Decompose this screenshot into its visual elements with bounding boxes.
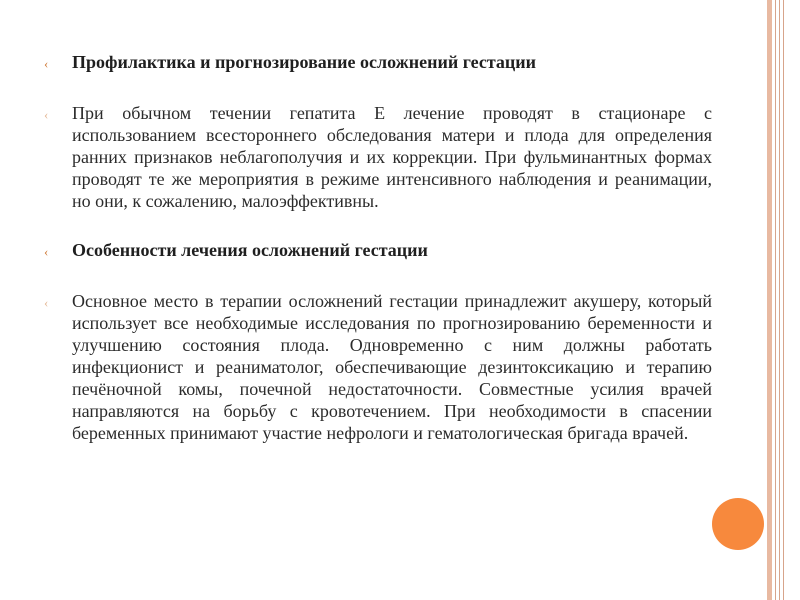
section-heading [44,51,712,75]
frame-border-line [783,0,784,600]
bullet-icon: ‹ [44,244,49,259]
paragraph [44,290,712,444]
heading-text: Профилактика и прогнозирование осложнений гестации [72,52,537,72]
paragraph-text: Основное место в терапии осложнений гестации принадлежит акушеру, который использует все необходимые исследования по прогнозированию беременности и улучшению состояния плода. Одновременно с ним должны работать инфекционист и реаниматолог, обеспечивающие дезинтоксикацию и терапию печёночной комы, почечной недостаточности. Совместные усилия врачей направляются на борьбу с кровотечением. При необходимости в спасении беременных принимают участие нефрологи и гематологическая бригада врачей. [72,291,712,443]
frame-border-line [775,0,776,600]
frame-border-bar [767,0,772,600]
slide-content [44,51,712,444]
bullet-icon: ‹ [44,56,49,71]
frame-border-line [779,0,780,600]
decorative-circle-icon [712,498,764,550]
bullet-icon: ‹ [44,295,49,310]
section-heading [44,239,712,263]
bullet-icon: ‹ [44,107,49,122]
paragraph [44,102,712,212]
heading-text: Особенности лечения осложнений гестации [72,240,428,260]
paragraph-text: При обычном течении гепатита Е лечение проводят в стационаре с использованием всестороннего обследования матери и плода для определения ранних признаков неблагополучия и их коррекции. При фульминантных формах проводят те же мероприятия в режиме интенсивного наблюдения и реанимации, но они, к сожалению, малоэффективны. [72,103,712,211]
